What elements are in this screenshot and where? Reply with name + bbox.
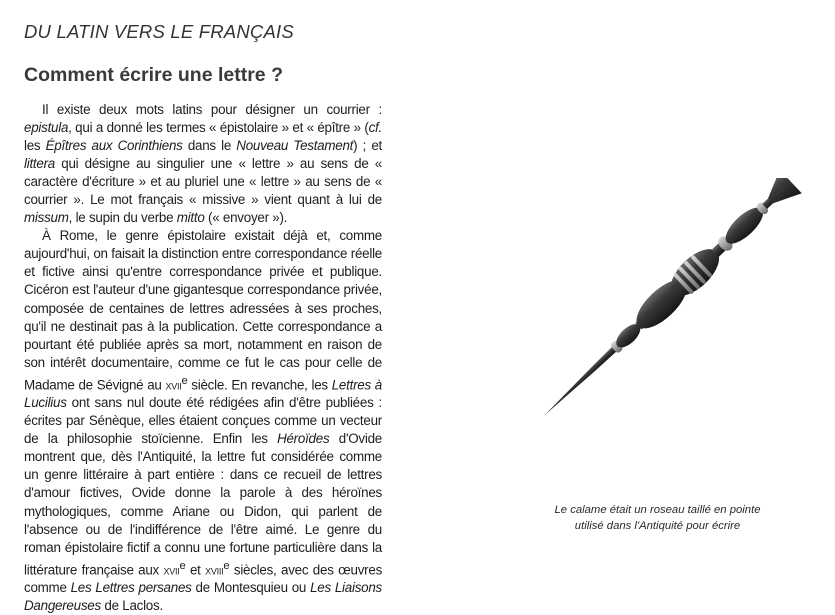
page-title: Comment écrire une lettre ? bbox=[24, 64, 283, 86]
text-run: Il existe deux mots latins pour désigner un courrier : bbox=[42, 102, 382, 117]
italic-span: Nouveau Testament bbox=[236, 138, 354, 154]
century-numeral: xvii bbox=[165, 378, 182, 393]
superscript: e bbox=[179, 559, 186, 572]
superscript: e bbox=[223, 559, 230, 572]
text-run: de Montesquieu ou bbox=[191, 580, 311, 596]
caption-line-2: utilisé dans l'Antiquité pour écrire bbox=[574, 519, 741, 532]
italic-span: Lettres à Lucilius bbox=[24, 377, 382, 411]
caption-line-1: Le calame était un roseau taillé en pointe bbox=[554, 504, 761, 516]
text-run: À Rome, le genre épistolaire existait déjà et, comme aujourd'hui, on faisait la distinction entre correspondance réelle et fictive ainsi qu'entre correspondance privée et publique. Cicéron est l'auteur d'une gigantesque correspondance privée, composée de centaines de lettres adressées à ses proches, qu'il ne destinait pas à la publication. Cette correspondance a pourtant été publiée après sa mort, notamment en raison de son intérêt documentaire, comme ce fut le cas pour celle de Madame de Sévigné au bbox=[24, 228, 382, 393]
italic-span: littera bbox=[24, 156, 55, 172]
paragraph-1 bbox=[24, 101, 382, 227]
italic-span: Épîtres aux Corinthiens bbox=[45, 138, 183, 154]
italic-span: Héroïdes bbox=[277, 431, 330, 447]
text-run: siècles, avec des œuvres comme bbox=[24, 562, 383, 596]
century-numeral: xvii bbox=[163, 563, 180, 578]
text-run: les bbox=[24, 138, 46, 154]
text-run: d'Ovide montrent que, dès l'Antiquité, la lettre fut considérée comme un genre littéraire à part entière : dans ce recueil de lettres d'amour fictives, Ovide donne la parole à des héroïnes mythologiques, comme Ariane ou Didon, qui parlent de l'absence ou de l'indifférence de l'être aimé. Le genre du roman épistolaire fictif a connu une fortune particulière dans la littérature française aux bbox=[24, 431, 382, 578]
superscript: e bbox=[181, 374, 188, 387]
body-text bbox=[24, 101, 382, 615]
text-run: , le supin du verbe bbox=[68, 210, 177, 226]
italic-span: Les Liaisons Dangereuses bbox=[24, 580, 382, 614]
text-run: (« envoyer »). bbox=[204, 210, 288, 226]
text-run: ) ; et bbox=[353, 138, 382, 154]
section-kicker: DU LATIN VERS LE FRANÇAIS bbox=[24, 21, 294, 42]
paragraph-2 bbox=[24, 227, 382, 615]
italic-span: epistula bbox=[24, 120, 69, 136]
text-run: et bbox=[185, 562, 206, 578]
calamus-reed-pen-icon bbox=[526, 178, 806, 423]
text-run: siècle. En revanche, les bbox=[187, 377, 332, 393]
italic-span: cf. bbox=[368, 120, 382, 136]
figure-caption bbox=[540, 503, 775, 534]
text-run: , qui a donné les termes « épistolaire » et « épître » ( bbox=[68, 120, 369, 136]
italic-span: mitto bbox=[176, 210, 205, 226]
text-run: qui désigne au singulier une « lettre » au sens de « caractère d'écriture » et au pluriel une « lettre » au sens de « courrier ». Le mot français « missive » vient quant à lui de bbox=[24, 156, 382, 208]
text-run: ont sans nul doute été rédigées afin d'être publiées : écrites par Sénèque, elles étaient conçues comme un vecteur de la philosophie stoïcienne. Enfin les bbox=[24, 395, 382, 447]
text-run: de Laclos. bbox=[100, 598, 163, 614]
italic-span: missum bbox=[24, 210, 69, 226]
italic-span: Les Lettres persanes bbox=[70, 580, 192, 596]
century-numeral: xviii bbox=[205, 563, 224, 578]
calamus-figure bbox=[526, 178, 806, 423]
text-run: dans le bbox=[182, 138, 237, 154]
